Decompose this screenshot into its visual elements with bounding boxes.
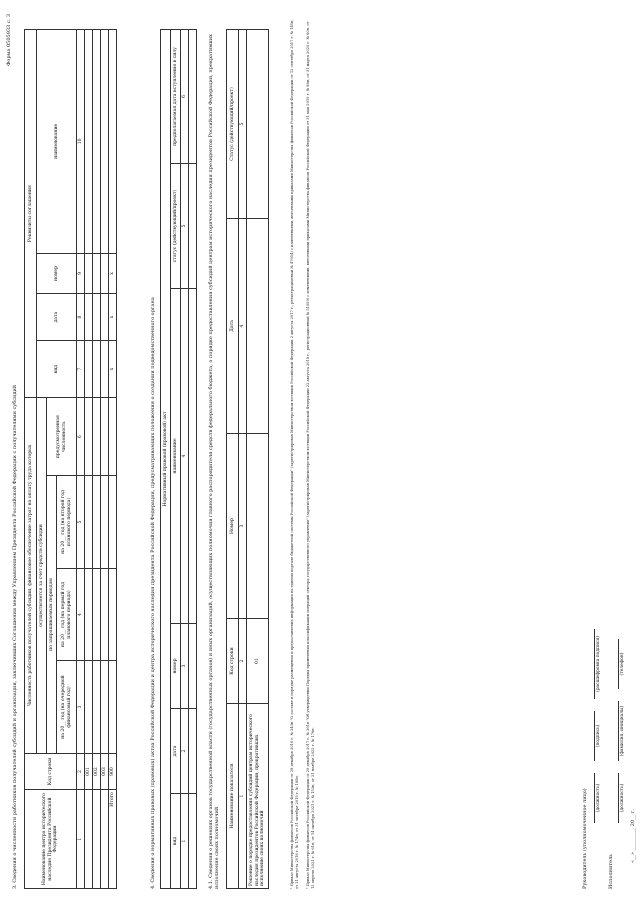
s4-h-kind: вид	[171, 794, 181, 889]
section41-table	[226, 29, 269, 889]
head-label: Руководитель (уполномоченное лицо)	[582, 788, 588, 889]
s3-h-kind: вид	[37, 341, 77, 398]
section3-table	[24, 29, 117, 889]
s4-h-since: предполагаемая дата вступления в силу	[171, 30, 181, 164]
s41-h-date: Дата	[227, 219, 239, 434]
s3-num-row: 1 2 3 4 5 6 7 8 9 10	[77, 30, 85, 889]
table-row: 001	[85, 30, 93, 889]
s4-h-name: наименование	[171, 289, 181, 624]
total-row: Итого 900 х х х	[109, 30, 117, 889]
s41-h-num: Номер	[227, 434, 239, 619]
s3-h-y1: на 20__ год (на очередной финансовый год)	[57, 661, 77, 754]
sign-date: «__» _________ 20__ г.	[630, 809, 636, 863]
form-code: Форма 0505933 с. 3	[6, 14, 12, 66]
s3-h-org: Наименование центра исторического наследия Президента Российской Федерации	[25, 790, 77, 889]
table-row	[189, 30, 197, 889]
s4-num-row: 1 2 3 4 5 6	[181, 30, 189, 889]
section4-table	[160, 29, 197, 889]
s3-h-y3: на 20__ год (на второй год планового периода)	[57, 476, 77, 569]
s41-h-status: Статус (действующий/проект)	[227, 30, 239, 219]
s4-h-status: статус (действующий/проект)	[171, 164, 181, 289]
s4-h-act: Нормативный правовой (правовой) акт	[161, 30, 171, 889]
head-fio-caption: (расшифровка подписи)	[596, 636, 601, 692]
s3-h-num: номер	[37, 253, 77, 294]
s3-h-years: по запрашиваемым периодам	[47, 476, 57, 754]
s3-h-count: Численность работников получателей субсидии, финансовое обеспечение затрат на оплату труда которых	[25, 398, 37, 754]
s4-h-date: дата	[171, 709, 181, 794]
exec-fio-caption: (фамилия, инициалы)	[620, 705, 625, 757]
section41-title: 4.1. Сведения о решениях органов государственной власти (государственных органов) и иных организаций, осуществляющих полномочия главного распорядителя средств федерального бюджета, о порядке предоставления субсидий центрам исторического наследия президентов Российской Федерации, прекративших исполнение своих полномочий	[208, 34, 220, 889]
s41-h-name: Наименование показателя	[227, 704, 239, 889]
s3-h-fact: предусмотренная численность	[47, 398, 77, 476]
s3-h-name: наименование	[37, 30, 77, 254]
section4-title: 4. Сведения о нормативных правовых (правовых) актах Российской Федерации и центра исторического наследия президента Российской Федерации, предусматривающих положения о создании подведомственного органа	[150, 297, 156, 889]
exec-phone-caption: (телефон)	[620, 652, 625, 676]
table-row: 002	[93, 30, 101, 889]
s3-h-code: Код строки	[25, 753, 77, 789]
table-row: 003	[101, 30, 109, 889]
s41-h-code: Код строки	[227, 619, 239, 704]
exec-label: Исполнитель	[608, 854, 614, 889]
s41-num-row: 1 2 3 4 5	[239, 30, 247, 889]
s3-h-reqs: Реквизиты соглашения	[25, 30, 37, 398]
footnote-2: ² Приказ Министерства финансов Российской Федерации от 29 декабря 2017 г. № 261н "Об утверждении Порядка применения классификации операций сектора государственного управления" (зарегистрирован Министерством юстиции Российской Федерации 22 августа 2018 г., регистрационный № 51959) с изменениями, внесенными приказами Министерства финансов Российской Федерации от 31 мая 2019 г. № 86н, от 31 марта 2020 г. № 60н, от 12 апреля 2021 г. № 61н, от 14 октября 2021 г. № 153н, от 21 ноября 2022 г. № 176н.	[306, 21, 315, 889]
section3-title: 3. Сведения о численности работников получателей субсидий и организации, заключивших Соглашения между Управлением Президента Российской Федерации с получателями субсидий	[12, 384, 18, 889]
s3-h-date: дата	[37, 294, 77, 341]
table-row: Решение о порядке предоставления субсидий центрам исторического наследия президентов Российской Федерации, прекративших исполнение своих полномочий 01	[247, 30, 269, 889]
exec-pos-caption: (должность)	[620, 783, 625, 813]
s4-h-num: номер	[171, 624, 181, 709]
footnote-1: ¹ Приказ Министерства финансов Российской Федерации от 28 декабря 2016 г. № 243н "О составе и порядке размещения и предоставления информации на едином портале бюджетной системы Российской Федерации" (зарегистрирован Министерством юстиции Российской Федерации 2 августа 2017 г., регистрационный № 47654) с изменениями, внесенными приказами Министерства финансов Российской Федерации от 12 сентября 2017 г. № 145н, от 21 августа 2018 г. № 174н, от 31 октября 2019 г. № 185н.	[290, 19, 299, 889]
s3-h-y2: на 20__ год (на первый год планового периода)	[57, 568, 77, 661]
s3-h-sub: осуществляется за счет средств субсидии	[37, 398, 47, 754]
head-sign-caption: (подпись)	[596, 724, 601, 748]
head-pos-caption: (должность)	[596, 783, 601, 813]
